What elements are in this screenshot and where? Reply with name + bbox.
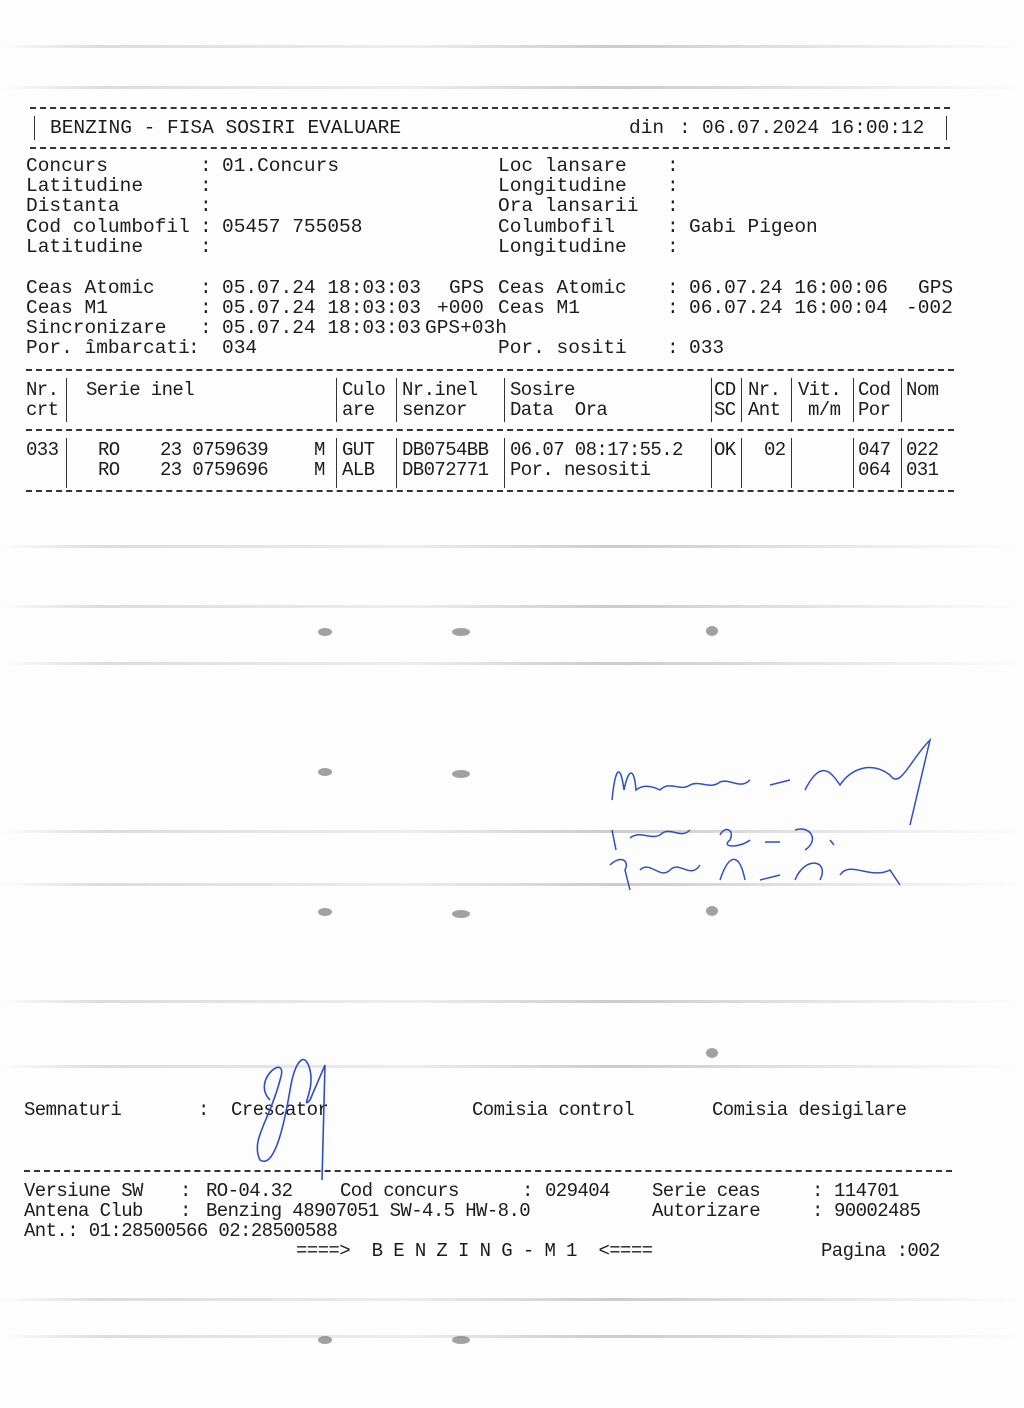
authorization-label: Autorizare [652, 1200, 761, 1222]
field-label: Ora lansarii [498, 195, 639, 217]
device-banner: ====> B E N Z I N G - M 1 <==== [296, 1240, 653, 1262]
field-label: Loc lansare [498, 155, 627, 177]
field-value: Gabi Pigeon [689, 216, 818, 238]
clock-serial-label: Serie ceas [652, 1180, 761, 1202]
column-divider [504, 378, 505, 422]
clock-label: Por. sositi [498, 337, 627, 359]
column-divider [741, 438, 742, 488]
colon: : [200, 195, 212, 217]
colon: : [200, 155, 212, 177]
colon: : [200, 277, 212, 299]
document-title: BENZING - FISA SOSIRI EVALUARE [50, 117, 402, 139]
clock-serial-value: 114701 [834, 1180, 899, 1202]
column-header: Data Ora [510, 399, 608, 421]
colon: : [812, 1180, 823, 1202]
clock-value: 05.07.24 18:03:03 [222, 297, 421, 319]
column-header: Culo [342, 379, 386, 401]
clock-suffix: -002 [906, 297, 953, 319]
crescator-label: Crescator [231, 1099, 329, 1121]
contest-code-label: Cod concurs [340, 1180, 459, 1202]
colon: : [200, 175, 212, 197]
colon: : [667, 195, 679, 217]
antenna-value: Benzing 48907051 SW-4.5 HW-8.0 [206, 1200, 531, 1222]
colon: : [667, 216, 679, 238]
column-header: Nr. [26, 379, 59, 401]
column-header: Nom [906, 379, 939, 401]
colon: : [667, 236, 679, 258]
page-number: Pagina :002 [821, 1240, 940, 1262]
colon: : [667, 337, 679, 359]
colon: : [667, 277, 679, 299]
clock-value: 034 [222, 337, 258, 359]
signatures-colon: : [198, 1099, 209, 1121]
comisia-control-label: Comisia control [472, 1099, 635, 1121]
colon: : [200, 216, 212, 238]
contest-code-value: 029404 [545, 1180, 610, 1202]
column-divider [396, 438, 397, 488]
signatures-label: Semnaturi [24, 1099, 122, 1121]
column-header: Sosire [510, 379, 575, 401]
column-header: SC [714, 399, 736, 421]
colon: : [522, 1180, 533, 1202]
column-header: Cod [858, 379, 891, 401]
authorization-value: 90002485 [834, 1200, 921, 1222]
column-header: Ant [748, 399, 781, 421]
column-divider [711, 378, 712, 422]
cell-cdsc: OK [714, 439, 736, 461]
column-divider [336, 378, 337, 422]
field-label: Columbofil [498, 216, 616, 238]
cell-ant: 02 [764, 439, 786, 461]
column-divider [901, 438, 902, 488]
clock-label: Por. îmbarcati [26, 337, 190, 359]
antenna-ids: Ant.: 01:28500566 02:28500588 [24, 1220, 338, 1242]
column-divider [504, 438, 505, 488]
colon: : [667, 297, 679, 319]
commission-signatures [590, 730, 950, 910]
column-divider [741, 378, 742, 422]
column-divider [396, 378, 397, 422]
field-label: Latitudine [26, 175, 144, 197]
date-label: din [629, 117, 665, 139]
clock-suffix: GPS [918, 277, 954, 299]
field-value: 05457 755058 [222, 216, 363, 238]
field-label: Concurs [26, 155, 108, 177]
field-label: Latitudine [26, 236, 144, 258]
field-label: Cod columbofil [26, 216, 190, 238]
column-header: m/m [808, 399, 841, 421]
clock-label: Sincronizare [26, 317, 167, 339]
column-header: crt [26, 399, 59, 421]
date-colon: : [679, 117, 691, 139]
column-divider [853, 378, 854, 422]
clock-value: 05.07.24 18:03:03 [222, 277, 421, 299]
field-label: Distanta [26, 195, 120, 217]
cell-nom: 031 [906, 459, 939, 481]
colon: : [200, 317, 212, 339]
cell-nom: 022 [906, 439, 939, 461]
field-value: 01.Concurs [222, 155, 340, 177]
colon: : [812, 1200, 823, 1222]
clock-suffix: GPS [449, 277, 485, 299]
column-divider [711, 438, 712, 488]
column-header: senzor [402, 399, 467, 421]
date-value: 06.07.2024 16:00:12 [702, 117, 925, 139]
cell-arrival: Por. nesositi [510, 459, 651, 481]
colon: : [188, 337, 200, 359]
clock-value: 06.07.24 16:00:06 [689, 277, 888, 299]
cell-arrival: 06.07 08:17:55.2 [510, 439, 683, 461]
clock-label: Ceas Atomic [498, 277, 627, 299]
cell-sex: M [314, 439, 325, 461]
clock-suffix: +000 [437, 297, 484, 319]
column-divider [853, 438, 854, 488]
sw-version-label: Versiune SW [24, 1180, 143, 1202]
cell-color: GUT [342, 439, 375, 461]
cell-country: RO [98, 459, 120, 481]
sw-version-value: RO-04.32 [206, 1180, 293, 1202]
cell-ring: 23 0759696 [160, 459, 269, 481]
column-header: Serie inel [86, 379, 195, 401]
clock-label: Ceas Atomic [26, 277, 155, 299]
colon: : [200, 297, 212, 319]
cell-country: RO [98, 439, 120, 461]
colon: : [180, 1200, 191, 1222]
column-divider [791, 378, 792, 422]
clock-value: 033 [689, 337, 725, 359]
cell-ring: 23 0759639 [160, 439, 269, 461]
colon: : [180, 1180, 191, 1202]
antenna-label: Antena Club [24, 1200, 143, 1222]
field-label: Longitudine [498, 175, 627, 197]
cell-cod: 064 [858, 459, 891, 481]
clock-label: Ceas M1 [498, 297, 580, 319]
colon: : [200, 236, 212, 258]
column-divider [66, 438, 67, 488]
clock-label: Ceas M1 [26, 297, 108, 319]
cell-sex: M [314, 459, 325, 481]
colon: : [667, 155, 679, 177]
cell-cod: 047 [858, 439, 891, 461]
cell-sensor: DB0754BB [402, 439, 489, 461]
column-divider [336, 438, 337, 488]
comisia-desigilare-label: Comisia desigilare [712, 1099, 907, 1121]
column-divider [66, 378, 67, 422]
clock-suffix: GPS+03h [425, 317, 507, 339]
column-header: CD [714, 379, 736, 401]
cell-nr: 033 [26, 439, 59, 461]
clock-value: 05.07.24 18:03:03 [222, 317, 421, 339]
column-header: Vit. [798, 379, 842, 401]
column-header: Nr. [748, 379, 781, 401]
column-header: Nr.inel [402, 379, 478, 401]
cell-color: ALB [342, 459, 375, 481]
clock-value: 06.07.24 16:00:04 [689, 297, 888, 319]
colon: : [667, 175, 679, 197]
column-divider [791, 438, 792, 488]
column-header: are [342, 399, 375, 421]
cell-sensor: DB072771 [402, 459, 489, 481]
column-divider [901, 378, 902, 422]
field-label: Longitudine [498, 236, 627, 258]
column-header: Por [858, 399, 891, 421]
crescator-signature [230, 1020, 350, 1180]
